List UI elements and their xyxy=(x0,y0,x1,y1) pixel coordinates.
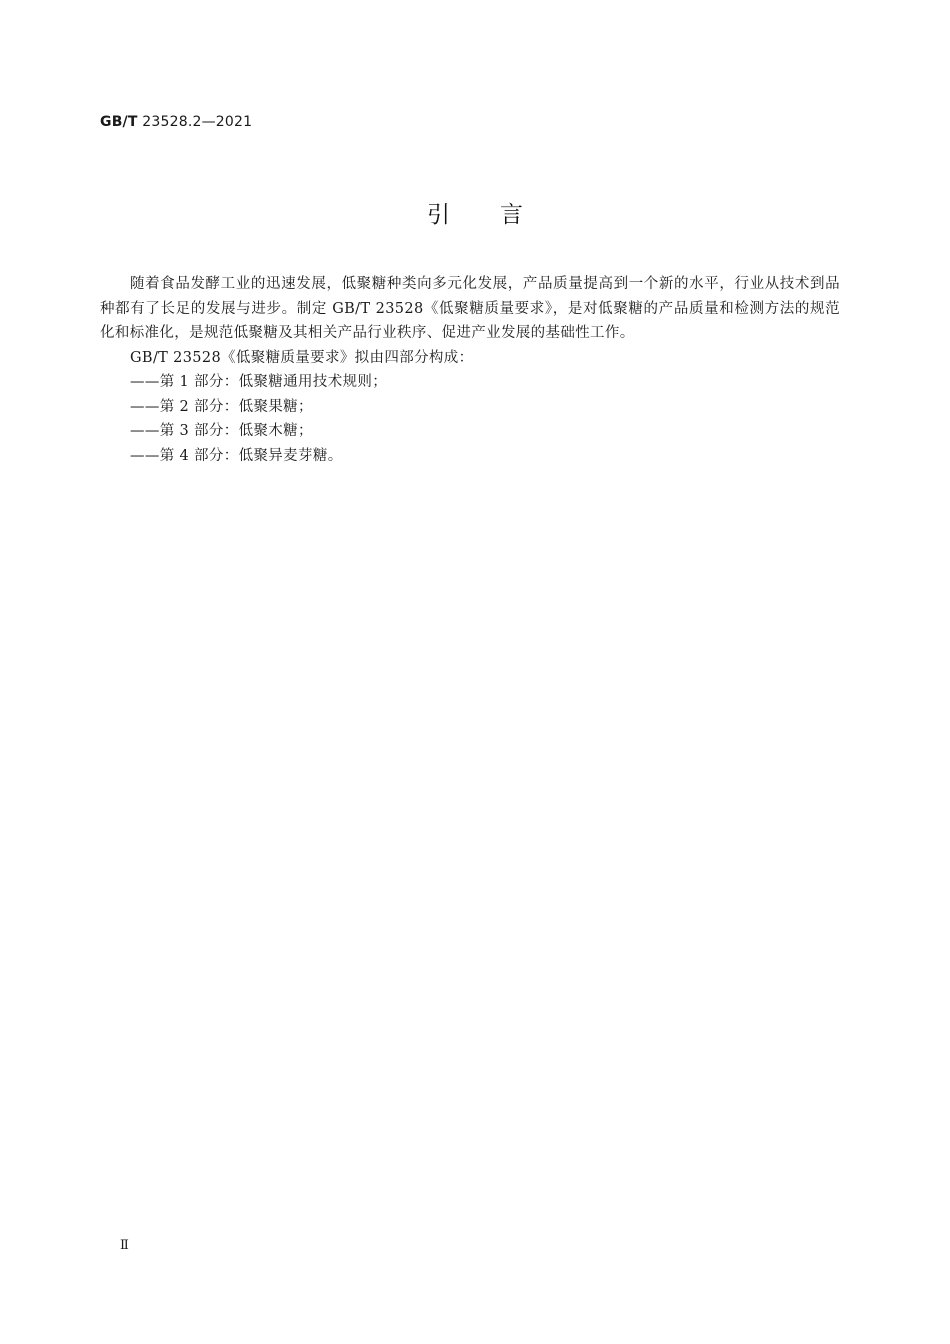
parts-list xyxy=(100,370,840,468)
section-title: 引言 xyxy=(427,202,573,228)
intro-paragraph: GB/T 23528《低聚糖质量要求》拟由四部分构成： xyxy=(130,349,474,366)
list-item: ——第 3 部分：低聚木糖； xyxy=(130,423,313,439)
list-item: ——第 4 部分：低聚异麦芽糖。 xyxy=(130,447,343,464)
standard-code-number: 23528.2—2021 xyxy=(137,114,253,130)
introduction-body xyxy=(100,272,840,468)
page-number: Ⅱ xyxy=(120,1238,129,1253)
document-header xyxy=(100,114,252,130)
list-item: ——第 2 部分：低聚果糖； xyxy=(130,398,313,415)
list-item: ——第 1 部分：低聚糖通用技术规则； xyxy=(130,374,388,390)
standard-code-prefix: GB/T xyxy=(100,114,138,130)
intro-paragraph: 随着食品发酵工业的迅速发展，低聚糖种类向多元化发展，产品质量提高到一个新的水平，行业从技术到品种都有了长足的发展与进步。制定 GB/T 23528《低聚糖质量要求》，是对低聚糖的产品质量和检测方法的规范化和标准化，是规范低聚糖及其相关产品行业秩序、促进产业发展的基础性工作。 xyxy=(100,276,840,341)
